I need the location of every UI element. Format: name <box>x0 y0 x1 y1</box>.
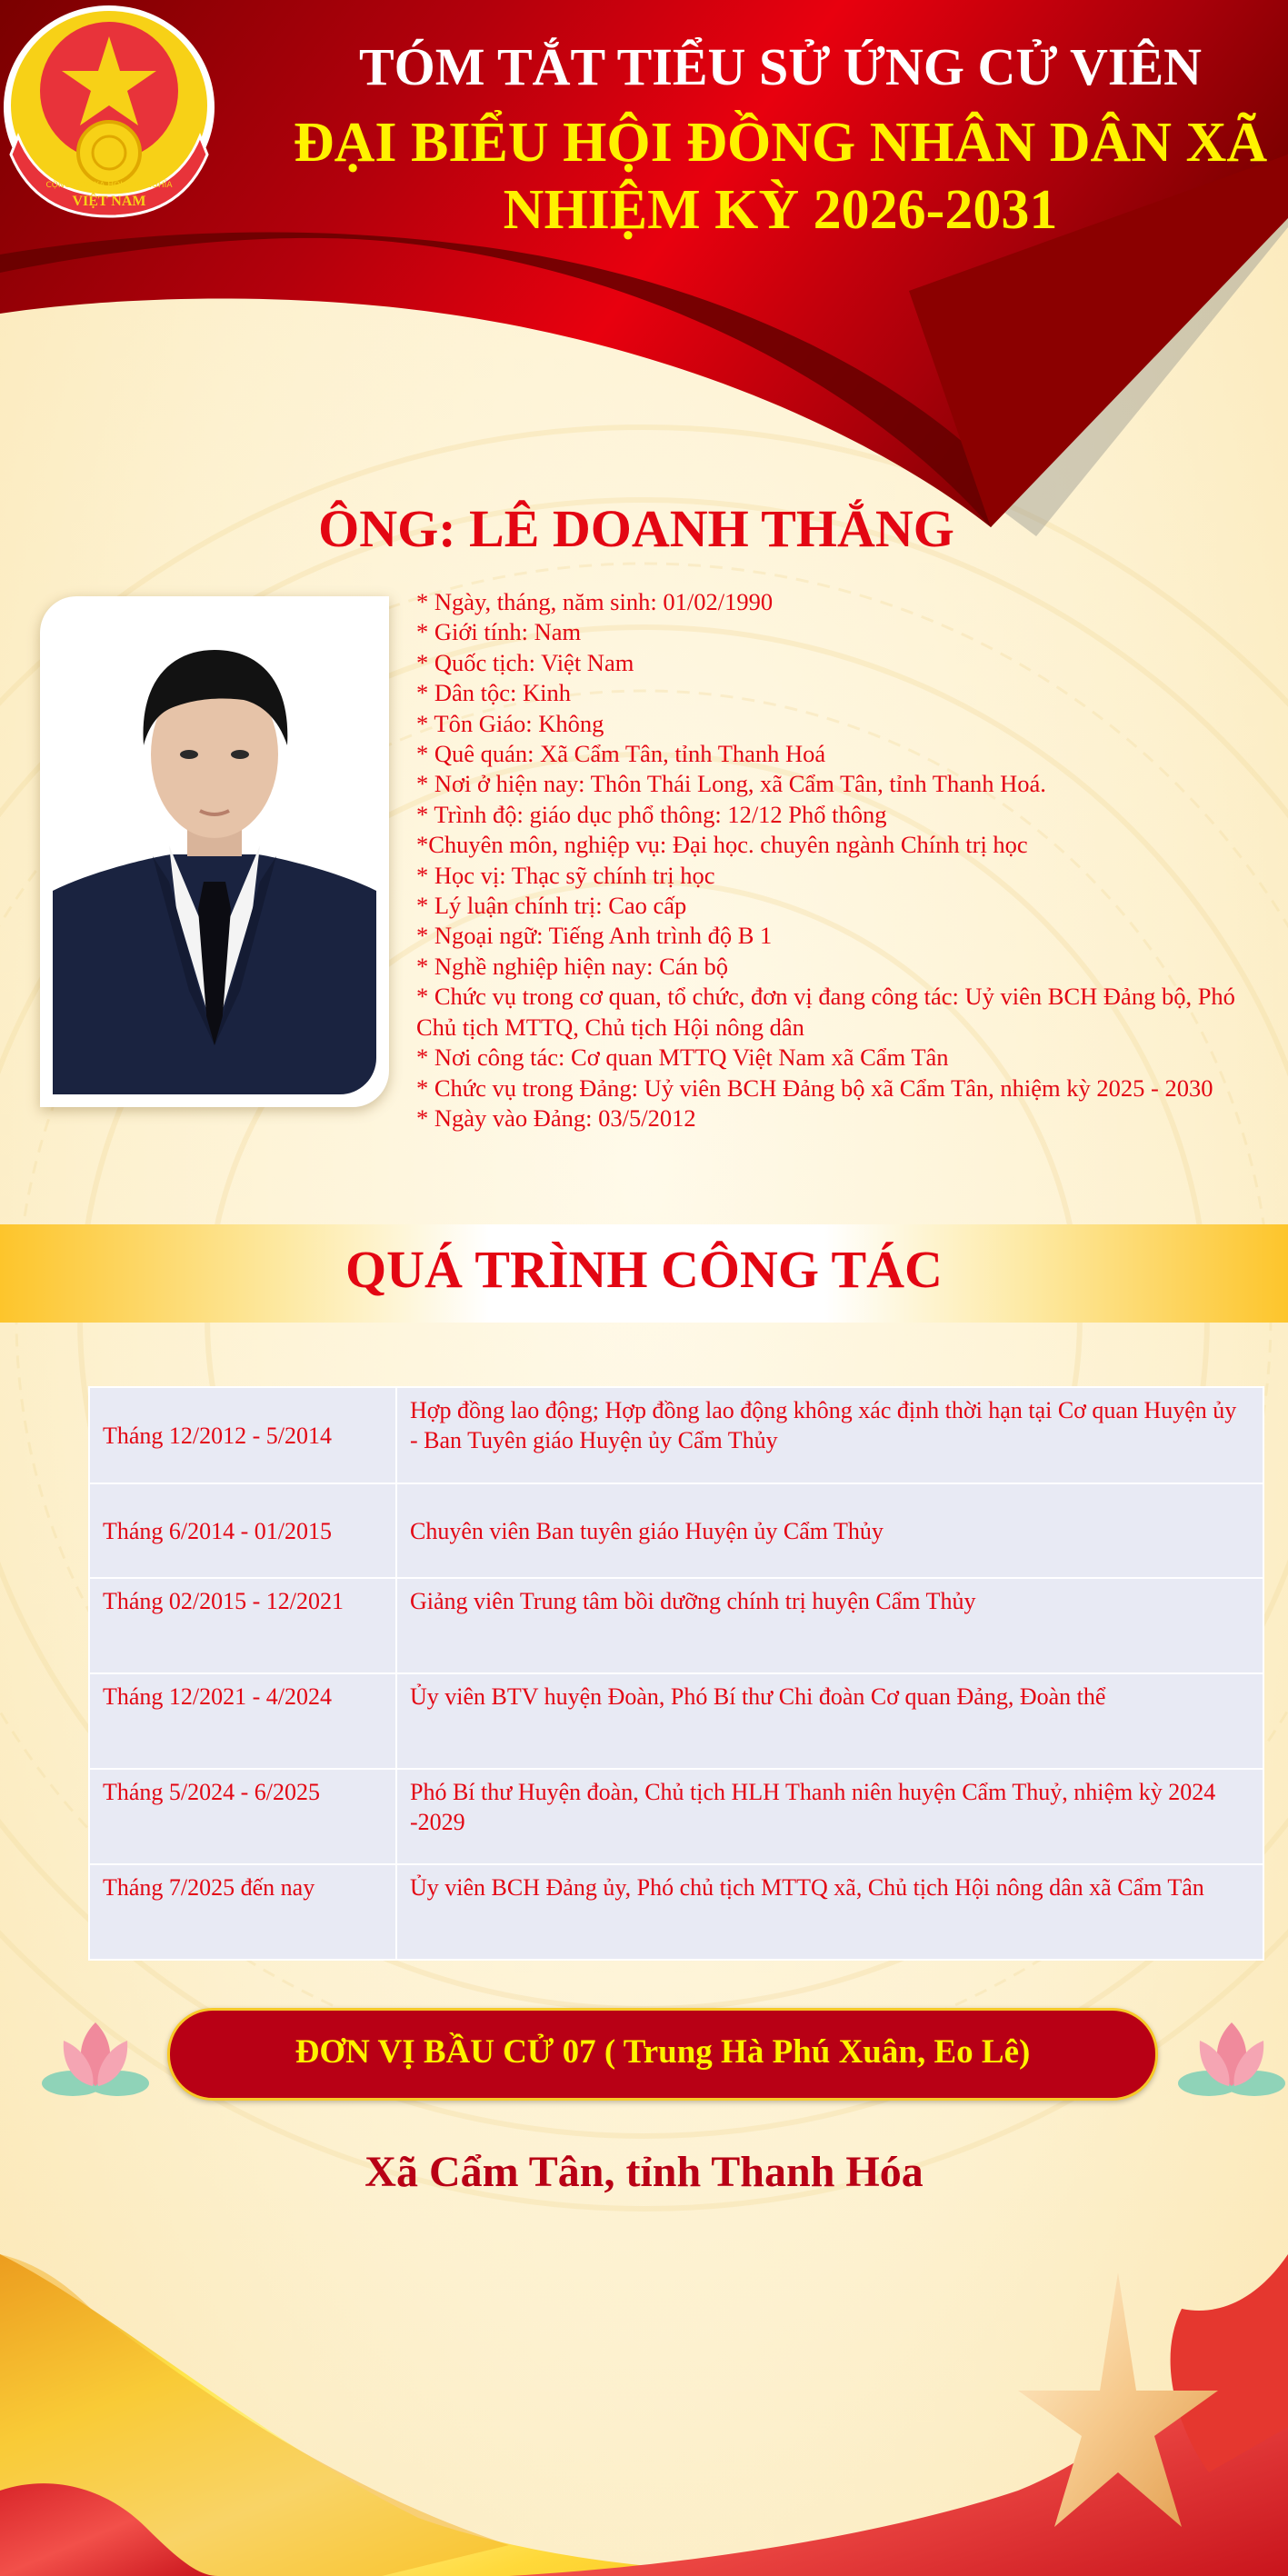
title-line-3: NHIỆM KỲ 2026-2031 <box>503 179 1058 241</box>
info-residence: * Nơi ở hiện nay: Thôn Thái Long, xã Cẩm Tân, tỉnh Thanh Hoá. <box>416 770 1046 798</box>
table-row <box>89 1864 1263 1960</box>
info-specialization: *Chuyên môn, nghiệp vụ: Đại học. chuyên ngành Chính trị học <box>416 831 1028 859</box>
info-party-position: * Chức vụ trong Đảng: Uỷ viên BCH Đảng bộ xã Cẩm Tân, nhiệm kỳ 2025 - 2030 <box>416 1073 1213 1102</box>
period-cell: Tháng 02/2015 - 12/2021 <box>89 1578 396 1673</box>
info-academic-degree: * Học vị: Thạc sỹ chính trị học <box>416 861 715 889</box>
period-cell: Tháng 6/2014 - 01/2015 <box>89 1483 396 1578</box>
portrait-silhouette-icon <box>53 609 376 1094</box>
description-cell: Ủy viên BTV huyện Đoàn, Phó Bí thư Chi đoàn Cơ quan Đảng, Đoàn thể <box>396 1673 1263 1769</box>
info-education-level: * Trình độ: giáo dục phổ thông: 12/12 Phổ thông <box>416 800 887 828</box>
table-row <box>89 1483 1263 1578</box>
period-cell: Tháng 12/2021 - 4/2024 <box>89 1673 396 1769</box>
period-cell: Tháng 7/2025 đến nay <box>89 1864 396 1960</box>
candidate-name: ÔNG: LÊ DOANH THẮNG <box>318 499 954 558</box>
period-cell: Tháng 12/2012 - 5/2014 <box>89 1387 396 1483</box>
info-birthdate: * Ngày, tháng, năm sinh: 01/02/1990 <box>416 588 774 615</box>
table-row <box>89 1769 1263 1864</box>
title-line-2: ĐẠI BIỂU HỘI ĐỒNG NHÂN DÂN XÃ <box>293 112 1268 174</box>
national-emblem-icon <box>0 0 218 227</box>
description-cell: Ủy viên BCH Đảng ủy, Phó chủ tịch MTTQ xã, Chủ tịch Hội nông dân xã Cẩm Tân <box>396 1864 1263 1960</box>
info-position: * Chức vụ trong cơ quan, tổ chức, đơn vị đang công tác: Uỷ viên BCH Đảng bộ, Phó Chủ tịch MTTQ, Chủ tịch Hội nông dân <box>416 983 1235 1041</box>
info-gender: * Giới tính: Nam <box>416 618 582 646</box>
portrait-photo <box>53 609 376 1094</box>
work-history-table <box>88 1386 1264 1961</box>
electoral-unit-banner <box>167 2008 1158 2101</box>
description-cell: Chuyên viên Ban tuyên giáo Huyện ủy Cẩm Thủy <box>396 1483 1263 1578</box>
footer-ribbon-decoration <box>0 2218 1288 2576</box>
electoral-unit-label: ĐƠN VỊ BẦU CỬ 07 ( Trung Hà Phú Xuân, Eo Lê) <box>295 2033 1031 2071</box>
section-banner <box>0 1224 1288 1323</box>
table-row <box>89 1387 1263 1483</box>
photo-frame <box>40 596 389 1107</box>
description-cell: Giảng viên Trung tâm bồi dưỡng chính trị huyện Cẩm Thủy <box>396 1578 1263 1673</box>
commune-label: Xã Cẩm Tân, tỉnh Thanh Hóa <box>364 2148 924 2196</box>
table-row <box>89 1578 1263 1673</box>
info-foreign-language: * Ngoại ngữ: Tiếng Anh trình độ B 1 <box>416 922 773 950</box>
description-cell: Phó Bí thư Huyện đoàn, Chủ tịch HLH Thanh niên huyện Cẩm Thuỷ, nhiệm kỳ 2024 -2029 <box>396 1769 1263 1864</box>
lotus-icon <box>1173 2018 1288 2100</box>
title-line-1: TÓM TẮT TIỂU SỬ ỨNG CỬ VIÊN <box>358 37 1203 96</box>
info-nationality: * Quốc tịch: Việt Nam <box>416 648 634 676</box>
emblem-ribbon-top-text: CỘNG HOÀ XÃ HỘI CHỦ NGHĨA <box>45 181 173 190</box>
description-cell: Hợp đồng lao động; Hợp đồng lao động không xác định thời hạn tại Cơ quan Huyện ủy - Ban Tuyên giáo Huyện ủy Cẩm Thủy <box>396 1387 1263 1483</box>
emblem-ribbon-bottom-text: VIỆT NAM <box>72 194 146 209</box>
info-political-theory: * Lý luận chính trị: Cao cấp <box>416 892 687 920</box>
table-row <box>89 1673 1263 1769</box>
info-occupation: * Nghề nghiệp hiện nay: Cán bộ <box>416 952 728 980</box>
info-religion: * Tôn Giáo: Không <box>416 709 604 737</box>
info-ethnicity: * Dân tộc: Kinh <box>416 679 572 707</box>
info-hometown: * Quê quán: Xã Cẩm Tân, tỉnh Thanh Hoá <box>416 740 826 768</box>
candidate-info-list <box>416 587 1280 1133</box>
section-title: QUÁ TRÌNH CÔNG TÁC <box>345 1240 943 1299</box>
period-cell: Tháng 5/2024 - 6/2025 <box>89 1769 396 1864</box>
header-banner <box>0 0 1288 545</box>
info-party-join-date: * Ngày vào Đảng: 03/5/2012 <box>416 1103 696 1132</box>
lotus-icon <box>36 2018 155 2100</box>
info-workplace: * Nơi công tác: Cơ quan MTTQ Việt Nam xã Cẩm Tân <box>416 1043 949 1072</box>
